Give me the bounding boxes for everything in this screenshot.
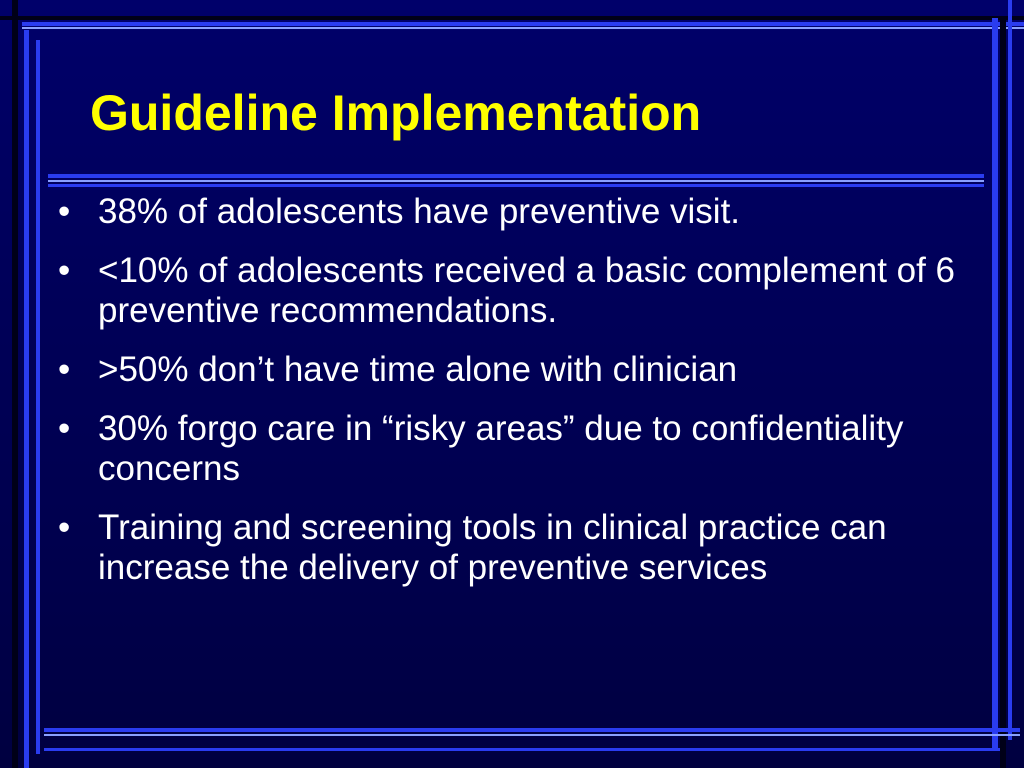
bullet-icon: • [58,508,71,547]
bullet-item [58,508,958,588]
bullet-item [58,192,958,232]
title-divider-line [48,174,984,178]
frame-right-line [992,18,998,748]
bullet-icon: • [58,192,71,231]
bullet-text: >50% don’t have time alone with clinician [98,350,738,389]
bullet-item [58,251,958,331]
slide-title: Guideline Implementation [90,85,702,141]
frame-bottom-highlight [44,734,1020,736]
frame-left-shadow [12,0,18,768]
bullet-item [58,409,958,489]
frame-bottom-outer-line [44,748,1000,751]
title-divider-lower-line [48,184,984,187]
bullet-text: Training and screening tools in clinical practice can increase the delivery of preventive services [98,508,887,587]
bullet-text: <10% of adolescents received a basic complement of 6 preventive recommendations. [98,251,956,330]
bullet-icon: • [58,409,71,448]
frame-top-shadow [0,16,1024,20]
frame-left-line [24,30,29,768]
frame-top-highlight [22,27,1024,29]
bullet-text: 30% forgo care in “risky areas” due to confidentiality concerns [98,409,904,488]
bullet-list [58,192,958,607]
frame-right-outer-line [1008,0,1012,740]
frame-right-shadow [1000,20,1006,768]
bullet-item [58,350,958,390]
frame-bottom-line [44,728,1020,732]
bullet-text: 38% of adolescents have preventive visit. [98,192,741,231]
frame-top-line [22,22,1024,26]
bullet-icon: • [58,251,71,290]
title-divider-highlight [48,180,984,182]
frame-left-inner-line [36,40,40,754]
bullet-icon: • [58,350,71,389]
